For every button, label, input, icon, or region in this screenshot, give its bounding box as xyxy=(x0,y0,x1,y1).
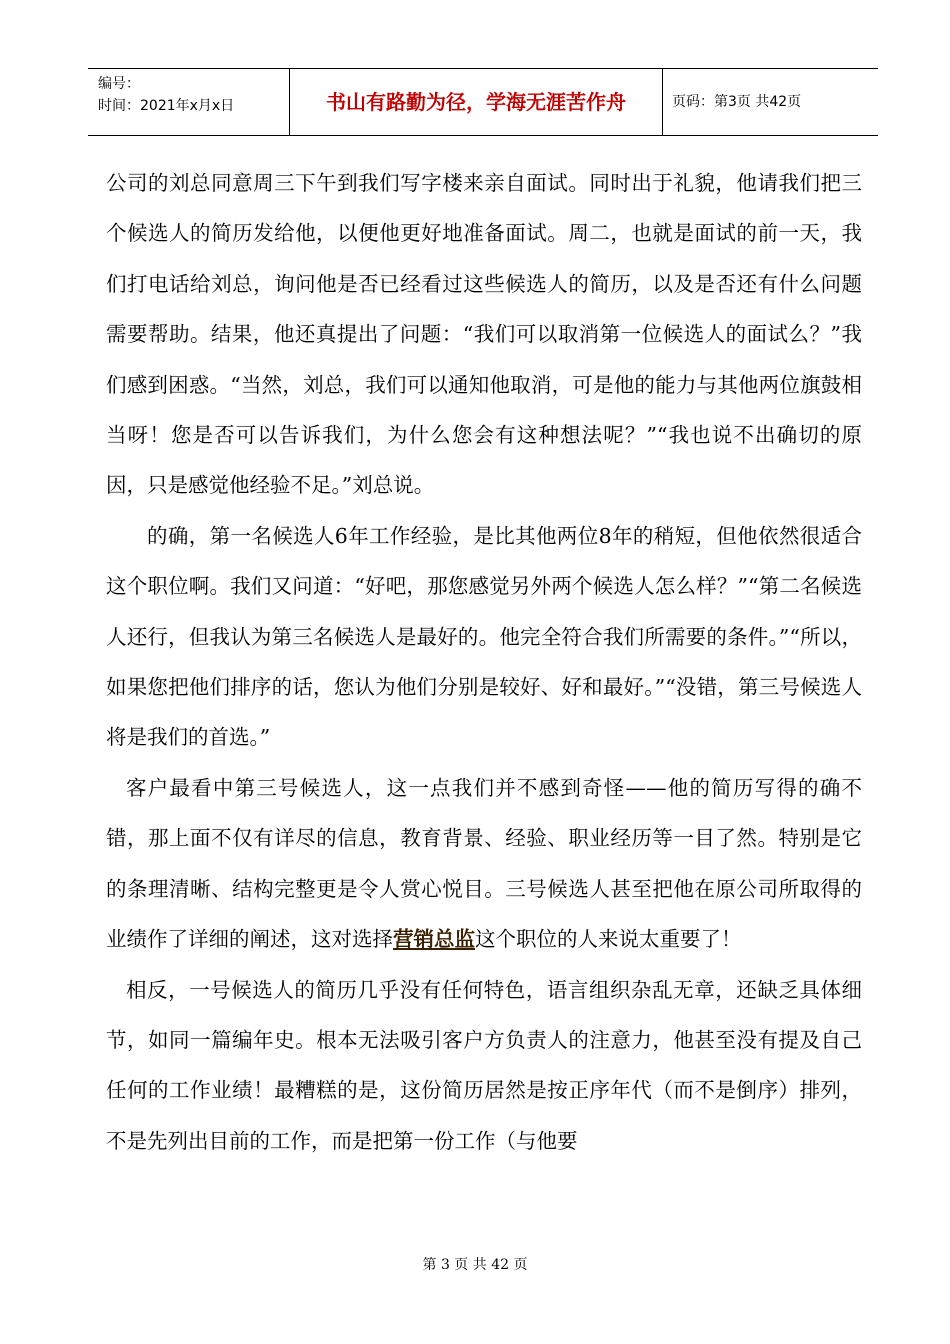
header-divider xyxy=(662,69,663,136)
page-header xyxy=(88,68,878,136)
paragraph-text: 这个职位的人来说太重要了！ xyxy=(475,927,742,952)
header-page-info: 页码：第3页 共42页 xyxy=(672,94,802,110)
emphasized-term: 营销总监 xyxy=(393,927,475,952)
document-body xyxy=(106,158,862,1166)
page-footer: 第 3 页 共 42 页 xyxy=(422,1257,528,1273)
paragraph: 相反，一号候选人的简历几乎没有任何特色，语言组织杂乱无章，还缺乏具体细节，如同一篇编年史。根本无法吸引客户方负责人的注意力，他甚至没有提及自己任何的工作业绩！最糟糕的是，这份简历居然是按正序年代（而不是倒序）排列，不是先列出目前的工作，而是把第一份工作（与他要 xyxy=(106,977,862,1153)
paragraph: 公司的刘总同意周三下午到我们写字楼来亲自面试。同时出于礼貌，他请我们把三个候选人的简历发给他，以便他更好地准备面试。周二，也就是面试的前一天，我们打电话给刘总，询问他是否已经看过这些候选人的简历，以及是否还有什么问题需要帮助。结果，他还真提出了问题：“我们可以取消第一位候选人的面试么？”我们感到困惑。“当然，刘总，我们可以通知他取消，可是他的能力与其他两位旗鼓相当呀！您是否可以告诉我们，为什么您会有这种想法呢？”“我也说不出确切的原因，只是感觉他经验不足。”刘总说。 xyxy=(106,171,862,498)
paragraph xyxy=(106,763,862,965)
paragraph-text: 客户最看中第三号候选人，这一点我们并不感到奇怪——他的简历写得的确不错，那上面不仅有详尽的信息，教育背景、经验、职业经历等一目了然。特别是它的条理清晰、结构完整更是令人赏心悦目。三号候选人甚至把他在原公司所取得的业绩作了详细的阐述，这对选择 xyxy=(106,775,862,952)
header-meta xyxy=(98,73,234,117)
document-number-label: 编号： xyxy=(98,76,140,92)
header-motto: 书山有路勤为径，学海无涯苦作舟 xyxy=(326,90,626,114)
document-time-label: 时间：2021年x月x日 xyxy=(98,98,235,114)
paragraph: 的确，第一名候选人6年工作经验，是比其他两位8年的稍短，但他依然很适合这个职位啊。我们又问道：“好吧，那您感觉另外两个候选人怎么样？”“第二名候选人还行，但我认为第三名候选人是最好的。他完全符合我们所需要的条件。”“所以，如果您把他们排序的话，您认为他们分别是较好、好和最好。”“没错，第三号候选人将是我们的首选。” xyxy=(106,523,862,750)
